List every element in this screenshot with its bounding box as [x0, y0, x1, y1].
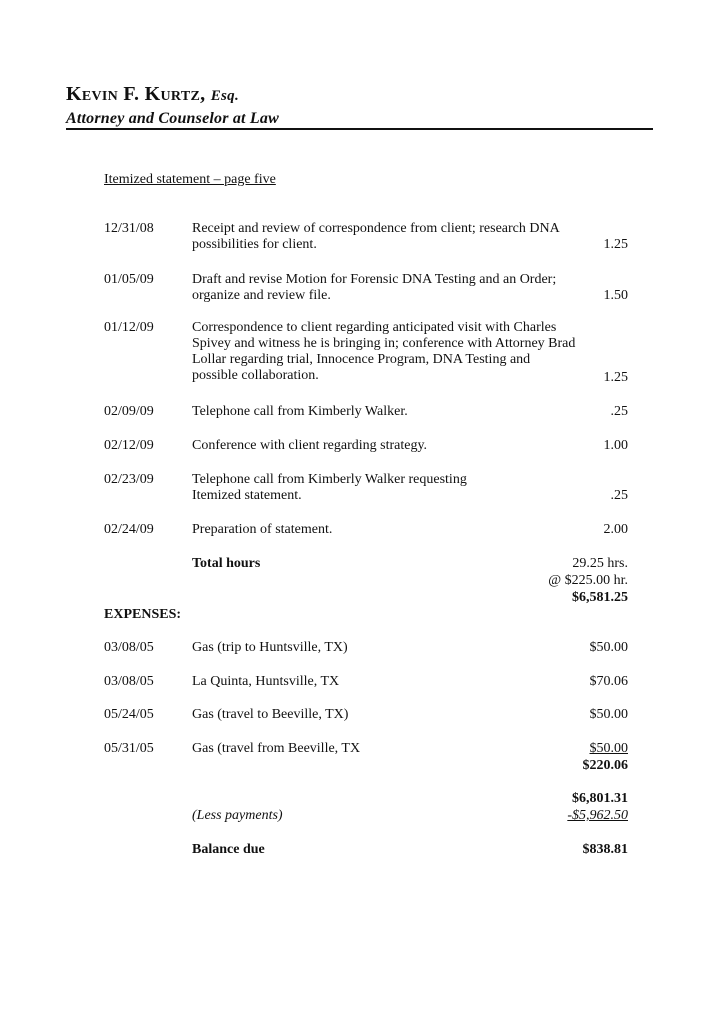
entry-description: Draft and revise Motion for Forensic DNA Testing and an Order; organize and review file.: [192, 272, 557, 303]
expense-amount: $70.06: [589, 674, 628, 689]
page-subtitle: Itemized statement – page five: [104, 172, 276, 187]
time-entry: [104, 404, 628, 422]
entry-description: Conference with client regarding strategy.: [192, 438, 428, 453]
letterhead: [66, 82, 646, 130]
letterhead-rule: [66, 128, 653, 130]
time-entry: [104, 438, 628, 456]
expense-description: Gas (trip to Huntsville, TX): [192, 640, 348, 655]
expense-date: 03/08/05: [104, 640, 154, 655]
expenses-heading: EXPENSES:: [104, 607, 182, 622]
expense-date: 05/24/05: [104, 707, 154, 722]
entry-date: 01/12/09: [104, 320, 154, 335]
expense-amount: $50.00: [589, 741, 628, 756]
entry-description: Preparation of statement.: [192, 522, 333, 537]
balance-due-label: Balance due: [192, 842, 265, 857]
entry-hours: .25: [610, 404, 628, 419]
expense-amount: $50.00: [589, 640, 628, 655]
entry-hours: 2.00: [603, 522, 628, 537]
balance-due-amount: $838.81: [582, 842, 628, 857]
less-payments-label: (Less payments): [192, 808, 283, 823]
entry-date: 02/09/09: [104, 404, 154, 419]
time-entry: [104, 472, 628, 506]
payments-amount: -$5,962.50: [567, 808, 628, 823]
expense-row: [104, 674, 628, 692]
fees-amount: $6,581.25: [572, 590, 628, 605]
expense-description: Gas (travel from Beeville, TX: [192, 741, 361, 756]
entry-date: 02/23/09: [104, 472, 154, 487]
entry-hours: .25: [610, 488, 628, 503]
time-entry: [104, 522, 628, 540]
expense-date: 05/31/05: [104, 741, 154, 756]
time-entry: [104, 272, 628, 306]
grand-total: $6,801.31: [572, 791, 628, 806]
entry-date: 01/05/09: [104, 272, 154, 287]
total-hours-value: 29.25 hrs.: [572, 556, 628, 571]
expense-row: [104, 640, 628, 658]
entry-description: Receipt and review of correspondence from client; research DNA possibilities for client.: [192, 221, 559, 252]
entry-hours: 1.25: [603, 370, 628, 385]
entry-hours: 1.25: [603, 237, 628, 252]
entry-date: 12/31/08: [104, 221, 154, 236]
expense-date: 03/08/05: [104, 674, 154, 689]
expense-row: [104, 707, 628, 725]
entry-hours: 1.00: [603, 438, 628, 453]
entry-date: 02/12/09: [104, 438, 154, 453]
attorney-name: [66, 82, 646, 108]
expense-description: La Quinta, Huntsville, TX: [192, 674, 340, 689]
entry-hours: 1.50: [603, 288, 628, 303]
expense-row: [104, 741, 628, 759]
entry-description: Telephone call from Kimberly Walker.: [192, 404, 408, 419]
letterhead-tagline: Attorney and Counselor at Law: [66, 110, 279, 127]
entry-description: Telephone call from Kimberly Walker requesting Itemized statement.: [192, 472, 467, 503]
entry-description: Correspondence to client regarding anticipated visit with Charles Spivey and witness he is bringing in; conference with Attorney Brad Lollar regarding trial, Innocence Program, DNA Testing and possible collaboration.: [192, 320, 576, 383]
hourly-rate: @ $225.00 hr.: [548, 573, 628, 588]
attorney-name-text: Kevin F. Kurtz,: [66, 83, 206, 105]
expense-amount: $50.00: [589, 707, 628, 722]
time-entry: [104, 320, 628, 386]
entry-date: 02/24/09: [104, 522, 154, 537]
expense-description: Gas (travel to Beeville, TX): [192, 707, 349, 722]
esq-suffix: Esq.: [210, 88, 240, 104]
total-hours-label: Total hours: [192, 556, 261, 571]
time-entry: [104, 221, 628, 255]
expenses-total: $220.06: [582, 758, 628, 773]
